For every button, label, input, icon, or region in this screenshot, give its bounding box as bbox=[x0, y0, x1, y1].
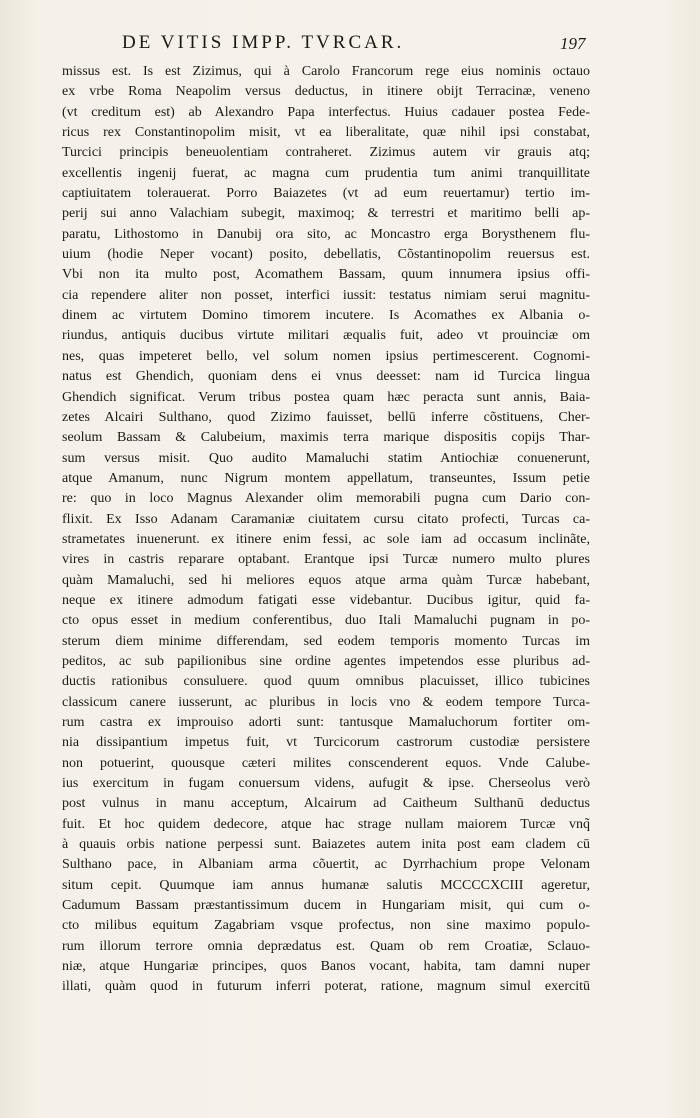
text-line: quàm Mamaluchi, sed hi meliores equos atque arma quàm Turcæ habebant, bbox=[62, 572, 590, 588]
text-line: à quauis orbis natione perpessi sunt. Baiazetes autem inita post eam cladem cū bbox=[62, 837, 590, 853]
text-line: nes, quas impeteret bello, vel solum nomen ipsius pertimescerent. Cognomi- bbox=[62, 348, 590, 364]
text-line: strametates inuenerunt. ex itinere enim fessi, ac sole iam ad occasum inclinãte, bbox=[62, 531, 590, 547]
text-line: Vbi non ita multo post, Acomathem Bassam, quum innumera ipsius offi- bbox=[62, 267, 590, 283]
text-line: re: quo in loco Magnus Alexander olim memorabili pugna cum Dario con- bbox=[62, 491, 590, 507]
text-line: Ghendich significat. Verum tribus postea quam hæc peracta sunt annis, Baia- bbox=[62, 389, 590, 405]
text-line: captiuitatem tolerauerat. Porro Baiazetes (vt ad eum reuertamur) tertio im- bbox=[62, 186, 590, 202]
text-line: flixit. Ex Isso Adanam Caramaniæ ciuitatem cursu citato profecti, Turcas ca- bbox=[62, 511, 590, 527]
text-line: uium (hodie Neper vocant) posito, debellatis, Cõstantinopolim reuersus est. bbox=[62, 247, 590, 263]
text-line: ius exercitum in fugam conuersum videns, aufugit & ipse. Cherseolus verò bbox=[62, 776, 590, 792]
text-line: zetes Alcairi Sulthano, quod Zizimo fauisset, bellū inferre cõstituens, Cher- bbox=[62, 409, 590, 425]
text-line: rum castra ex improuiso adorti sunt: tantusque Mamaluchorum fortiter om- bbox=[62, 715, 590, 730]
text-line: seolum Bassam & Calubeium, maximis terra marique dispositis copijs Thar- bbox=[62, 430, 590, 446]
text-line: situm cepit. Quumque iam annus humanæ salutis MCCCCXCIII ageretur, bbox=[62, 877, 590, 893]
text-line: illati, quàm quod in futurum inferri poterat, ratione, magnum simul exercitū bbox=[62, 979, 590, 995]
text-line: perij sui anno Valachiam subegit, maximoq; & terrestri et maritimo belli ap- bbox=[62, 206, 590, 222]
text-line: rum illorum terrore omnia deprædatus est. Quam ob rem Croatiæ, Sclauo- bbox=[62, 938, 590, 954]
page-header bbox=[60, 30, 640, 56]
text-line: riundus, antiquis ducibus virtute militari æqualis fuit, adeo vt prouinciæ om bbox=[62, 328, 590, 344]
text-line: Cadumum Bassam præstantissimum ducem in Hungariam misit, qui cum o- bbox=[62, 898, 590, 914]
text-line: ricus rex Constantinopolim misit, vt ea liberalitate, quæ nihil ipsi constabat, bbox=[62, 125, 590, 141]
text-line: Sulthano pace, in Albaniam arma cõuertit, ac Dyrrhachium prope Velonam bbox=[62, 857, 590, 873]
text-line: (vt creditum est) ab Alexandro Papa interfectus. Huius cadauer postea Fede- bbox=[62, 104, 590, 120]
text-line: excellentis ingenij fuerat, ac magna cum prudentia tum animi tranquillitate bbox=[62, 165, 590, 181]
text-line: non potuerint, quousque cæteri milites conscenderent equos. Vnde Calube- bbox=[62, 755, 590, 771]
text-line: niæ, atque Hungariæ principes, quos Banos vocant, habita, tam damni nuper bbox=[62, 959, 590, 975]
text-line: dinem ac virtutem Domino timorem incutere. Is Acomathes ex Albania o- bbox=[62, 308, 590, 324]
text-line: natus est Ghendich, quoniam dens ei vnus deesset: nam id Turcica lingua bbox=[62, 369, 590, 385]
body-text bbox=[62, 62, 590, 998]
text-line: missus est. Is est Zizimus, qui à Carolo Francorum rege eius nominis octauo bbox=[62, 64, 590, 79]
text-line: ex vrbe Roma Neapolim versus deductus, in itinere obijt Terracinæ, veneno bbox=[62, 84, 590, 100]
text-line: cia rependere aliter non posset, interfici iussit: testatus nimiam serui magnitu- bbox=[62, 287, 590, 303]
text-line: paratu, Lithostomo in Danubij ora sito, ac Moncastro erga Borysthenem flu- bbox=[62, 226, 590, 242]
text-line: atque Amanum, nunc Nigrum montem appellatum, transeuntes, Issum petie bbox=[62, 470, 590, 486]
page-number: 197 bbox=[560, 34, 586, 53]
text-line: Turcici principis beneuolentiam contraheret. Zizimus autem vir grauis atq; bbox=[62, 145, 590, 161]
text-line: cto milibus equitum Zagabriam vsque profectus, non sine maximo populo- bbox=[62, 918, 590, 934]
text-line: peditos, ac sub papilionibus sine ordine agentes impetendos esse pluribus ad- bbox=[62, 653, 590, 669]
text-line: ductis rationibus consuluere. quod quum omnibus placuisset, illico tubicines bbox=[62, 674, 590, 690]
text-line: sum versus misit. Quo audito Mamaluchi statim Antiochiæ conuenerunt, bbox=[62, 450, 590, 466]
text-line: cto opus esset in medium conferentibus, duo Itali Mamaluchi pugnam in po- bbox=[62, 613, 590, 629]
text-line: vires in castris reparare optabant. Erantque ipsi Turcæ numero multo plures bbox=[62, 552, 590, 568]
text-line: post vulnus in manu acceptum, Alcairum ad Caitheum Sulthanū deductus bbox=[62, 796, 590, 812]
text-line: neque ex itinere admodum fatigati esse videbantur. Ducibus igitur, quid fa- bbox=[62, 592, 590, 608]
text-line: sterum diem minime differendam, sed eodem temporis momento Turcas im bbox=[62, 633, 590, 649]
text-line: nia dissipantium impetus fuit, vt Turcicorum castrorum custodiæ persistere bbox=[62, 735, 590, 751]
running-head: DE VITIS IMPP. TVRCAR. bbox=[122, 32, 405, 53]
text-line: fuit. Et hoc quidem dedecore, atque hac strage nullam maiorem Turcæ vnq̃ bbox=[62, 816, 590, 832]
text-line: classicum canere iusserunt, ac pluribus in locis vno & eodem tempore Turca- bbox=[62, 694, 590, 710]
